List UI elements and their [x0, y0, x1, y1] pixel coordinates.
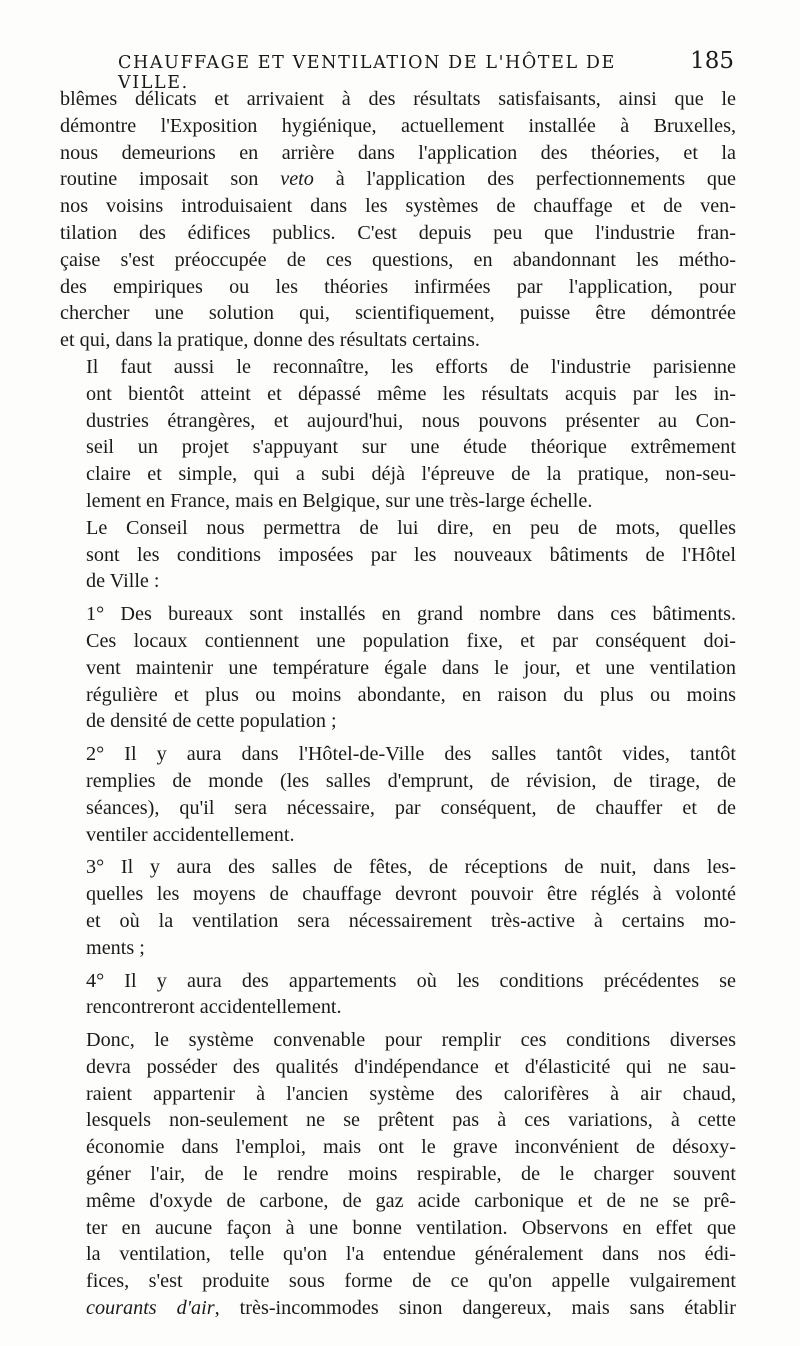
list-item: [60, 601, 736, 735]
page-header: [118, 48, 734, 93]
text-line: quelles les moyens de chauffage devront pouvoir être réglés à volonté: [86, 883, 736, 906]
text-line: vent maintenir une température égale dans le jour, et une ventilation: [86, 656, 736, 679]
text-line: nos voisins introduisaient dans les systèmes de chauffage et de ven-: [60, 195, 736, 218]
italic-word: veto: [280, 168, 314, 191]
paragraph-continuation: [60, 86, 736, 354]
list-item: [60, 854, 736, 961]
text-line: même d'oxyde de carbone, de gaz acide carbonique et de ne se prê-: [86, 1189, 736, 1212]
text-line: économie dans l'emploi, mais ont le grave inconvénient de désoxy-: [86, 1136, 736, 1159]
text-line: seil un projet s'appuyant sur une étude théorique extrêmement: [86, 436, 736, 459]
list-item: [60, 968, 736, 1022]
text-line: claire et simple, qui a subi déjà l'épreuve de la pratique, non-seu-: [86, 463, 736, 486]
text-line: Donc, le système convenable pour remplir ces conditions diverses: [86, 1029, 736, 1052]
text-line: et où la ventilation sera nécessairement très-active à certains mo-: [86, 909, 736, 932]
text-line: de Ville :: [86, 570, 160, 593]
text-line: ter en aucune façon à une bonne ventilation. Observons en effet que: [86, 1216, 736, 1239]
text-line: géner l'air, de le rendre moins respirable, de le charger souvent: [86, 1163, 736, 1186]
text-line: devra posséder des qualités d'indépendance et d'élasticité qui ne sau-: [86, 1055, 736, 1078]
text-line: Il faut aussi le reconnaître, les efforts de l'industrie parisienne: [86, 355, 736, 378]
text-line: dustries étrangères, et aujourd'hui, nous pouvons présenter au Con-: [86, 409, 736, 432]
text-line: raient appartenir à l'ancien système des calorifères à air chaud,: [86, 1082, 736, 1105]
text-line: lesquels non-seulement ne se prêtent pas à ces variations, à cette: [86, 1109, 736, 1132]
text-line: çaise s'est préoccupée de ces questions, en abandonnant les métho-: [60, 248, 736, 271]
text-line: Ces locaux contiennent une population fixe, et par conséquent doi-: [86, 629, 736, 652]
text-line: rencontreront accidentellement.: [86, 996, 342, 1019]
text-fragment: à l'application des perfectionnements que: [335, 168, 737, 191]
list-item: [60, 741, 736, 848]
italic-phrase: courants d'air: [86, 1297, 215, 1320]
body-text: [60, 86, 736, 1322]
text-line: nous demeurions en arrière dans l'application des théories, et la: [60, 141, 736, 164]
text-line: de densité de cette population ;: [86, 710, 337, 733]
text-line: ont bientôt atteint et dépassé même les résultats acquis par les in-: [86, 382, 736, 405]
paragraph: [60, 354, 736, 515]
text-line: chercher une solution qui, scientifiquement, puisse être démontrée: [60, 302, 736, 325]
text-line: [60, 1295, 736, 1322]
text-line: séances), qu'il sera nécessaire, par conséquent, de chauffer et de: [86, 796, 736, 819]
paragraph: [60, 515, 736, 595]
text-line: 3° Il y aura des salles de fêtes, de réceptions de nuit, dans les-: [86, 856, 736, 879]
text-line: 1° Des bureaux sont installés en grand nombre dans ces bâtiments.: [86, 603, 736, 626]
paragraph: [60, 1027, 736, 1322]
text-line: 2° Il y aura dans l'Hôtel-de-Ville des salles tantôt vides, tantôt: [86, 743, 736, 766]
text-line: sont les conditions imposées par les nouveaux bâtiments de l'Hôtel: [86, 543, 736, 566]
text-line: des empiriques ou les théories infirmées par l'application, pour: [60, 275, 736, 298]
text-fragment: routine imposait son: [60, 168, 259, 191]
text-line: blêmes délicats et arrivaient à des résultats satisfaisants, ainsi que le: [60, 88, 736, 110]
page-number: 185: [690, 48, 734, 74]
text-line: lement en France, mais en Belgique, sur une très-large échelle.: [86, 489, 593, 512]
text-line: démontre l'Exposition hygiénique, actuellement installée à Bruxelles,: [60, 114, 736, 137]
text-line: tilation des édifices publics. C'est depuis peu que l'industrie fran-: [60, 221, 736, 244]
text-line: la ventilation, telle qu'on l'a entendue généralement dans nos édi-: [86, 1243, 736, 1266]
text-line: remplies de monde (les salles d'emprunt, de révision, de tirage, de: [86, 769, 736, 792]
text-line: ventiler accidentellement.: [86, 823, 295, 846]
text-fragment: , très-incommodes sinon dangereux, mais sans établir: [214, 1297, 736, 1320]
text-line: et qui, dans la pratique, donne des résultats certains.: [60, 329, 480, 352]
running-head: CHAUFFAGE ET VENTILATION DE L'HÔTEL DE VILLE.: [118, 53, 616, 93]
text-line: ments ;: [86, 936, 145, 959]
text-line: 4° Il y aura des appartements où les conditions précédentes se: [86, 969, 736, 992]
text-line: [60, 166, 736, 193]
text-line: Le Conseil nous permettra de lui dire, en peu de mots, quelles: [86, 516, 736, 539]
text-line: régulière et plus ou moins abondante, en raison du plus ou moins: [86, 683, 736, 706]
text-line: fices, s'est produite sous forme de ce qu'on appelle vulgairement: [86, 1270, 736, 1293]
